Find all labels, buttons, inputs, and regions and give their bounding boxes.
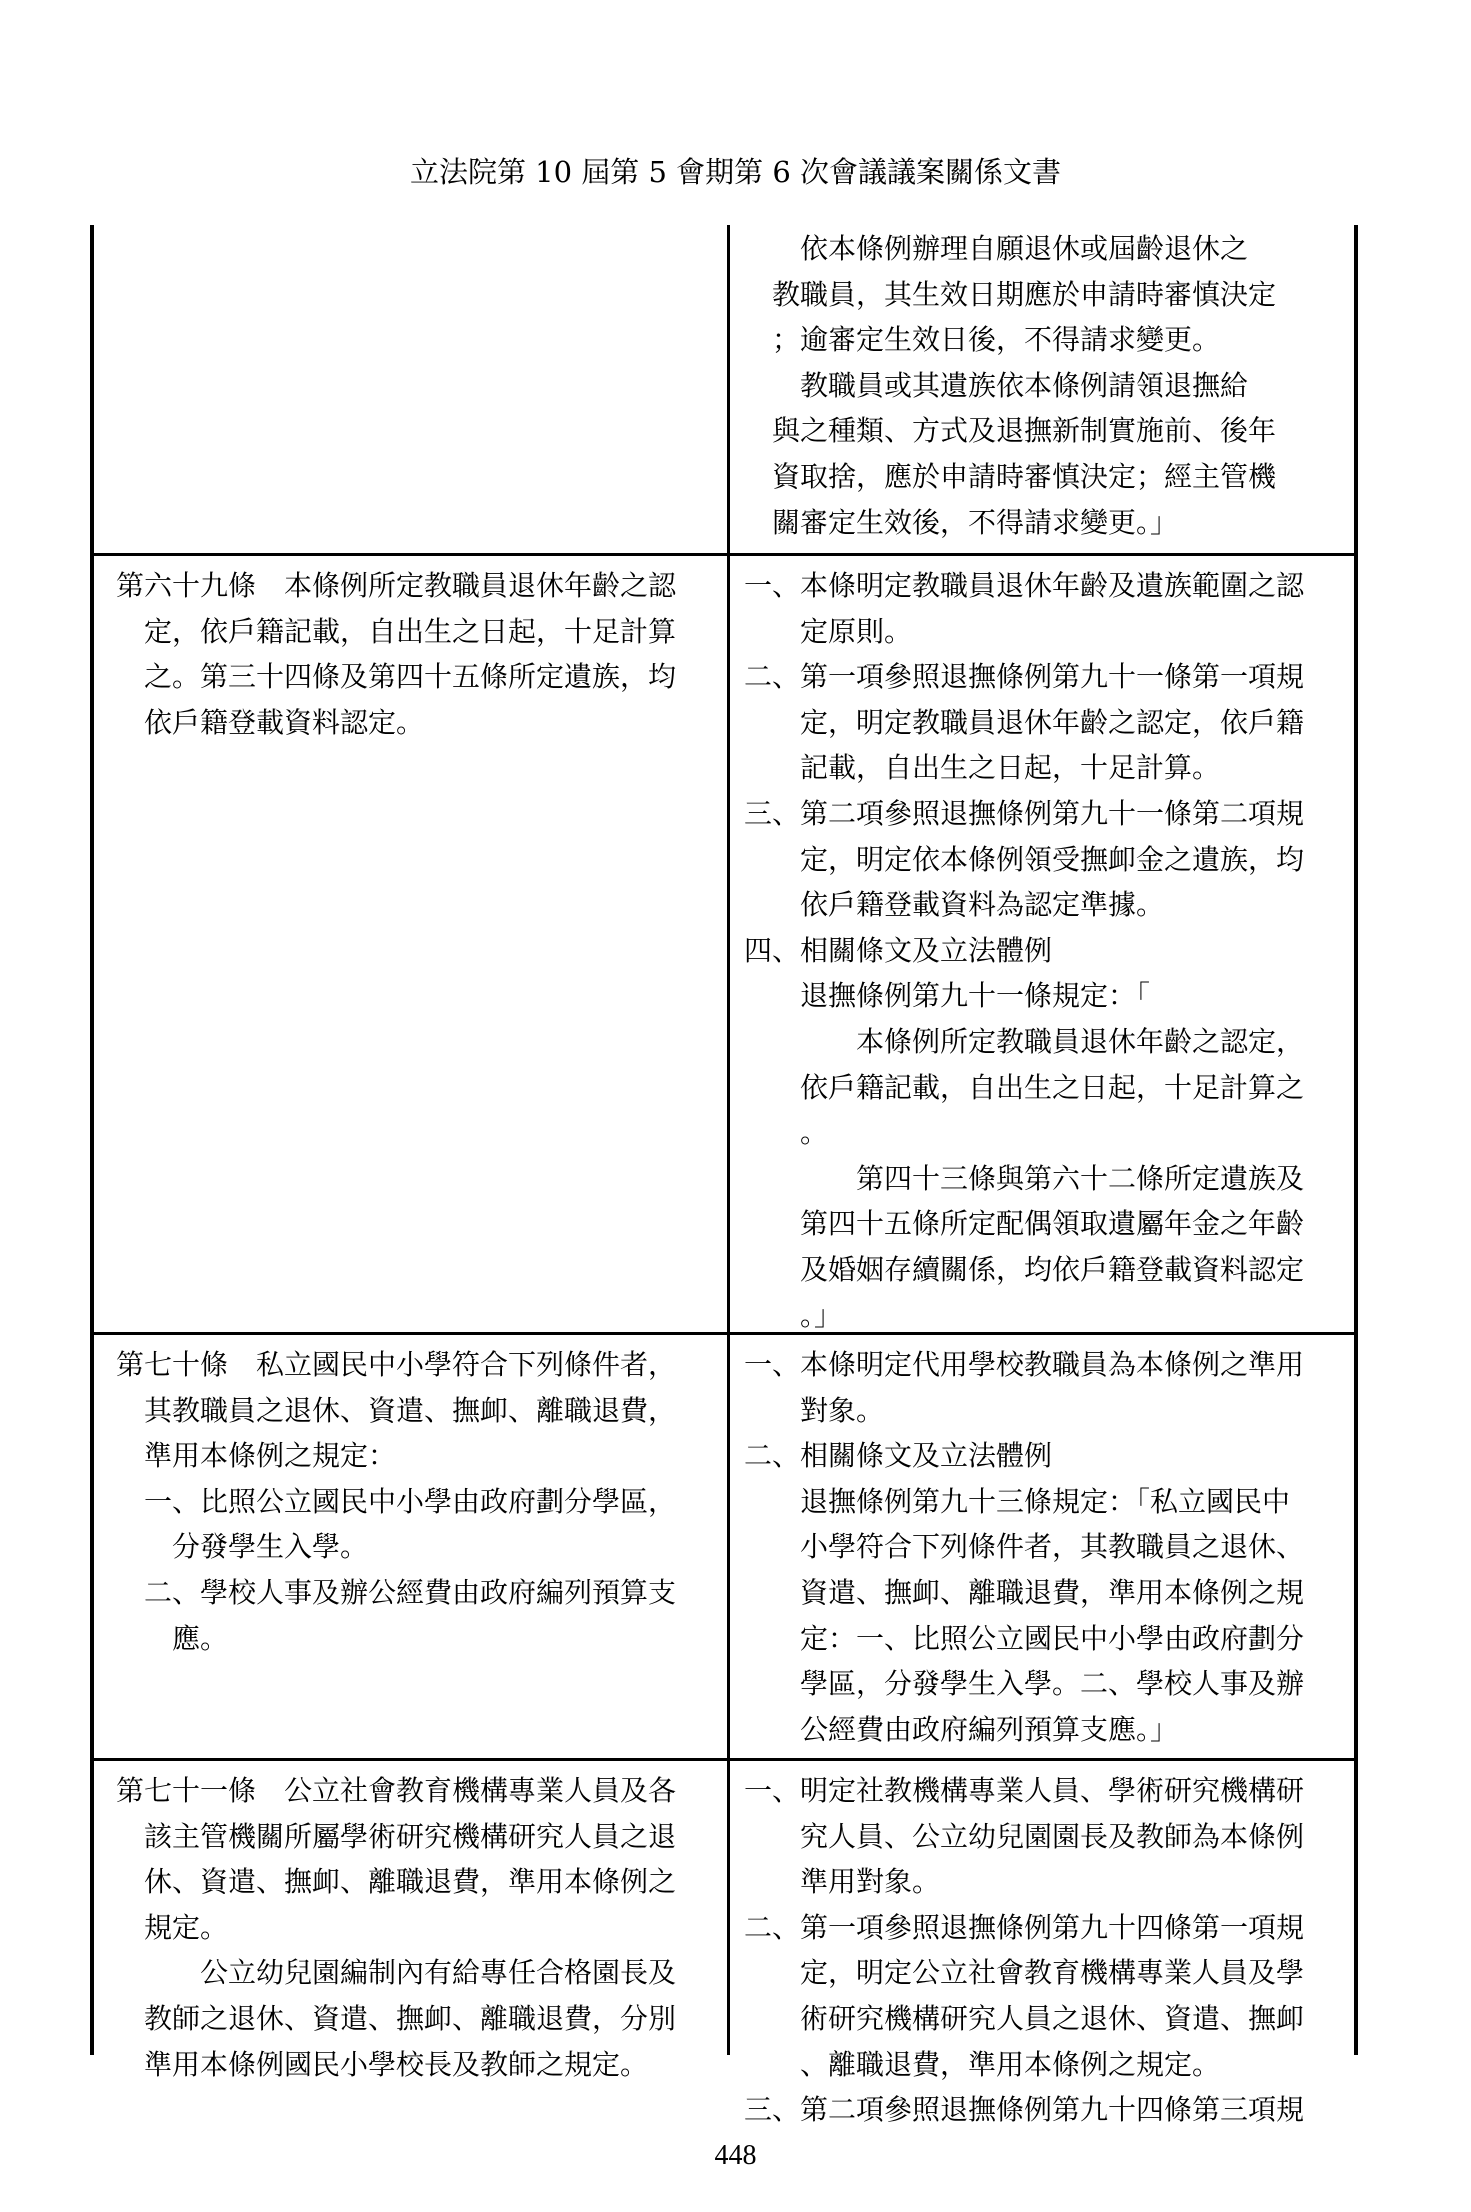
text-line: 定，明定教職員退休年齡之認定，依戶籍	[744, 705, 1305, 739]
text-line: 之。第三十四條及第四十五條所定遺族，均	[116, 660, 677, 694]
text-line: 二、學校人事及辦公經費由政府編列預算支	[116, 1575, 677, 1609]
row-divider	[94, 1758, 1354, 1761]
text-line: 休、資遣、撫卹、離職退費，準用本條例之	[116, 1865, 677, 1899]
text-line: 資取捨，應於申請時審慎決定；經主管機	[744, 459, 1277, 493]
text-line: 第七十條 私立國民中小學符合下列條件者，	[116, 1348, 677, 1381]
row-1-explanation-text	[744, 226, 1354, 545]
text-line: 應。	[116, 1621, 229, 1655]
article-70-text	[116, 1342, 716, 1661]
text-line: 準用本條例國民小學校長及教師之規定。	[116, 2047, 649, 2081]
text-line: 定，明定依本條例領受撫卹金之遺族，均	[744, 842, 1305, 876]
row-divider	[94, 553, 1354, 556]
text-line: 依本條例辦理自願退休或屆齡退休之	[744, 232, 1249, 265]
text-line: 、離職退費，準用本條例之規定。	[744, 2047, 1221, 2081]
text-line: 一、本條明定代用學校教職員為本條例之準用	[744, 1348, 1305, 1381]
text-line: 記載，自出生之日起，十足計算。	[744, 751, 1221, 785]
text-line: 三、第二項參照退撫條例第九十一條第二項規	[744, 796, 1305, 830]
text-line: 四、相關條文及立法體例	[744, 933, 1053, 967]
text-line: 定，依戶籍記載，自出生之日起，十足計算	[116, 614, 677, 648]
text-line: 退撫條例第九十一條規定：「	[744, 979, 1151, 1013]
text-line: 分發學生入學。	[116, 1530, 369, 1564]
text-line: 定原則。	[744, 614, 913, 648]
text-line: 依戶籍記載，自出生之日起，十足計算之	[744, 1070, 1305, 1104]
text-line: 資遣、撫卹、離職退費，準用本條例之規	[744, 1575, 1305, 1609]
text-line: 公立幼兒園編制內有給專任合格園長及	[116, 1956, 677, 1990]
text-line: 二、相關條文及立法體例	[744, 1439, 1053, 1473]
text-line: 。」	[744, 1298, 843, 1332]
article-69-text	[116, 563, 716, 745]
text-line: 依戶籍登載資料為認定準據。	[744, 888, 1165, 922]
comparison-table	[90, 225, 1358, 2127]
text-line: 一、明定社教機構專業人員、學術研究機構研	[744, 1774, 1305, 1807]
text-line: 第六十九條 本條例所定教職員退休年齡之認	[116, 569, 677, 602]
text-line: 第四十三條與第六十二條所定遺族及	[744, 1161, 1305, 1195]
text-line: 本條例所定教職員退休年齡之認定，	[744, 1024, 1305, 1058]
text-line: 一、本條明定教職員退休年齡及遺族範圍之認	[744, 569, 1305, 602]
text-line: 二、第一項參照退撫條例第九十一條第一項規	[744, 660, 1305, 694]
page-number: 448	[714, 2140, 757, 2171]
text-line: 。	[744, 1116, 829, 1150]
document-header: 立法院第 10 屆第 5 會期第 6 次會議議案關係文書	[409, 155, 1062, 189]
text-line: ；逾審定生效日後，不得請求變更。	[744, 323, 1221, 357]
text-line: 第七十一條 公立社會教育機構專業人員及各	[116, 1774, 677, 1807]
text-line: 其教職員之退休、資遣、撫卹、離職退費，	[116, 1393, 677, 1427]
article-70-explanation	[744, 1342, 1354, 1752]
text-line: 準用本條例之規定：	[116, 1439, 397, 1473]
text-line: 教師之退休、資遣、撫卹、離職退費，分別	[116, 2001, 677, 2035]
text-line: 該主管機關所屬學術研究機構研究人員之退	[116, 1819, 677, 1853]
text-line: 依戶籍登載資料認定。	[116, 705, 425, 739]
text-line: 與之種類、方式及退撫新制實施前、後年	[744, 414, 1277, 448]
text-line: 第四十五條所定配偶領取遺屬年金之年齡	[744, 1207, 1305, 1241]
text-line: 術研究機構研究人員之退休、資遣、撫卹	[744, 2001, 1305, 2035]
text-line: 準用對象。	[744, 1865, 941, 1899]
text-line: 究人員、公立幼兒園園長及教師為本條例	[744, 1819, 1305, 1853]
text-line: 學區，分發學生入學。二、學校人事及辦	[744, 1667, 1305, 1701]
column-divider	[727, 225, 730, 2055]
article-69-explanation	[744, 563, 1354, 1338]
text-line: 小學符合下列條件者，其教職員之退休、	[744, 1530, 1305, 1564]
text-line: 二、第一項參照退撫條例第九十四條第一項規	[744, 1910, 1305, 1944]
text-line: 規定。	[116, 1910, 229, 1944]
text-line: 三、第二項參照退撫條例第九十四條第三項規	[744, 2093, 1305, 2127]
article-71-text	[116, 1768, 716, 2087]
text-line: 對象。	[744, 1393, 885, 1427]
text-line: 教職員或其遺族依本條例請領退撫給	[744, 368, 1249, 402]
text-line: 退撫條例第九十三條規定：「私立國民中	[744, 1484, 1291, 1518]
text-line: 關審定生效後，不得請求變更。」	[744, 505, 1179, 539]
text-line: 一、比照公立國民中小學由政府劃分學區，	[116, 1484, 677, 1518]
text-line: 定：一、比照公立國民中小學由政府劃分	[744, 1621, 1305, 1655]
text-line: 定，明定公立社會教育機構專業人員及學	[744, 1956, 1305, 1990]
text-line: 公經費由政府編列預算支應。」	[744, 1712, 1179, 1746]
text-line: 教職員，其生效日期應於申請時審慎決定	[744, 277, 1277, 311]
article-71-explanation	[744, 1768, 1354, 2133]
text-line: 及婚姻存續關係，均依戶籍登載資料認定	[744, 1252, 1305, 1286]
